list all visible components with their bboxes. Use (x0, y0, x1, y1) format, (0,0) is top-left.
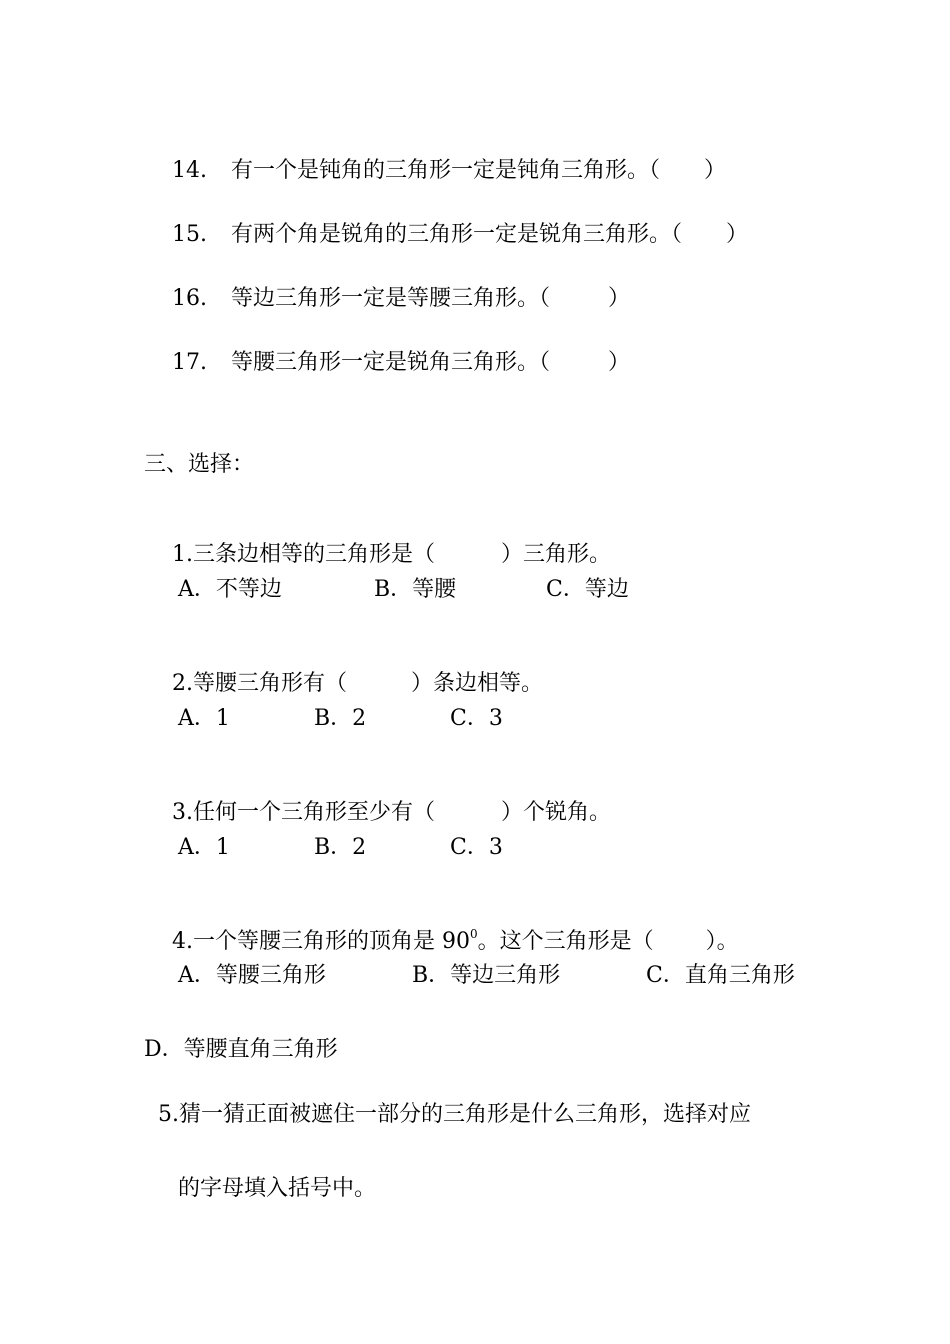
item-text: 等边三角形一定是等腰三角形。（ (231, 286, 551, 311)
judge-item-15: 15. 有两个角是锐角的三角形一定是锐角三角形。（ ） (172, 222, 749, 247)
question-5-line-2: 的字母填入括号中。 (178, 1176, 377, 1201)
item-number: 14. (172, 158, 207, 183)
q2-option-b[interactable]: B．2 (314, 706, 367, 731)
q3-option-c[interactable]: C．3 (450, 835, 503, 860)
question-2: 2.等腰三角形有（ ）条边相等。 (172, 671, 544, 696)
question-1: 1.三条边相等的三角形是（ ）三角形。 (172, 542, 612, 567)
item-text: 等腰三角形一定是锐角三角形。（ (231, 350, 551, 375)
q4-option-c[interactable]: C．直角三角形 (646, 963, 795, 988)
q3-option-b[interactable]: B．2 (314, 835, 367, 860)
q3-option-a[interactable]: A．1 (178, 835, 230, 860)
question-4: 4.一个等腰三角形的顶角是 $90^0$。这个三角形是（ ）。 (172, 927, 739, 954)
q4-option-b[interactable]: B．等边三角形 (412, 963, 561, 988)
item-text: 有两个角是锐角的三角形一定是锐角三角形。（ (231, 222, 683, 247)
q4-option-a[interactable]: A．等腰三角形 (178, 963, 326, 988)
question-5-line-1: 5.猜一猜正面被遮住一部分的三角形是什么三角形，选择对应 (158, 1102, 751, 1127)
judge-item-14: 14. 有一个是钝角的三角形一定是钝角三角形。（ ） (172, 158, 727, 183)
item-number: 17. (172, 350, 207, 375)
q2-option-a[interactable]: A．1 (178, 706, 230, 731)
question-3: 3.任何一个三角形至少有（ ）个锐角。 (172, 800, 612, 825)
item-number: 16. (172, 286, 207, 311)
q1-option-b[interactable]: B．等腰 (374, 577, 457, 602)
degree-superscript: 0 (469, 927, 478, 941)
q1-option-c[interactable]: C．等边 (546, 577, 629, 602)
judge-item-17: 17. 等腰三角形一定是锐角三角形。（ ） (172, 350, 631, 375)
q4-option-d[interactable]: D．等腰直角三角形 (144, 1037, 338, 1062)
section-title: 三、选择： (144, 452, 255, 477)
item-number: 15. (172, 222, 207, 247)
judge-item-16: 16. 等边三角形一定是等腰三角形。（ ） (172, 286, 631, 311)
item-text: 有一个是钝角的三角形一定是钝角三角形。（ (231, 158, 661, 183)
q2-option-c[interactable]: C．3 (450, 706, 503, 731)
q1-option-a[interactable]: A．不等边 (178, 577, 282, 602)
